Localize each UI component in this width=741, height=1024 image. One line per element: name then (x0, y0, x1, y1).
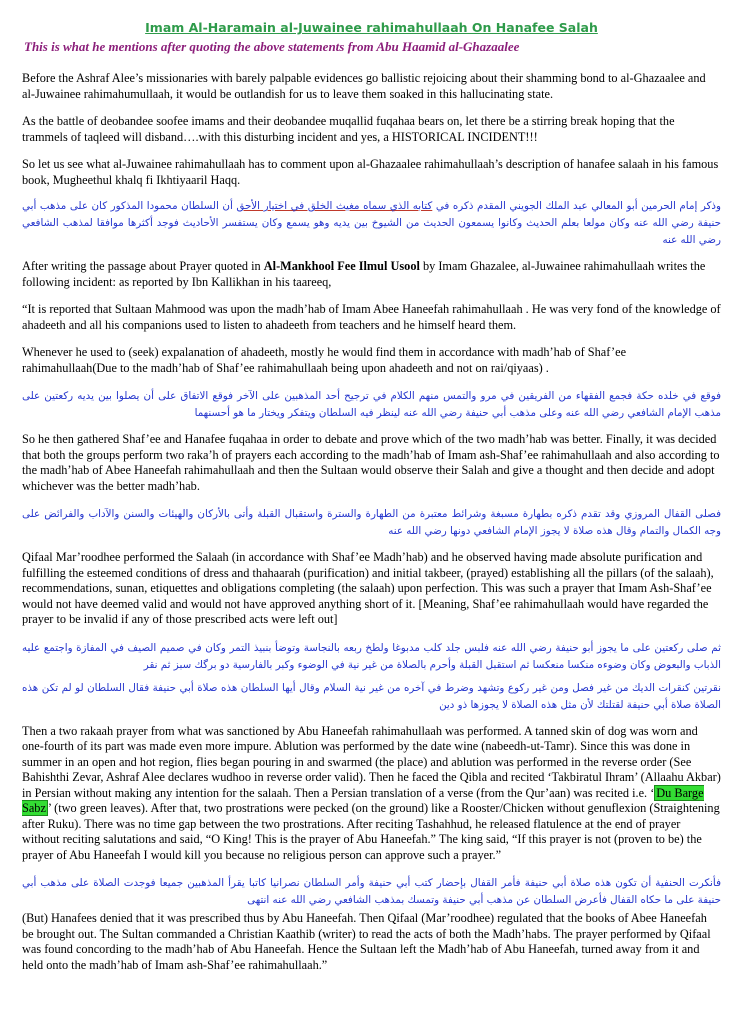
paragraph-sultaan: “It is reported that Sultaan Mahmood was upon the madh’hab of Imam Abee Haneefah rahimahullaah . He was very fond of the knowledge of ahadeeth and all his companions used to listen to ahadeeth from teachers and he himself heard them. (22, 302, 721, 332)
arabic-quote-1 (22, 198, 721, 249)
arabic-text: أن السلطان محمودا المذكور كان على مذهب أبي حنيفة رضي الله عنه وكان مولعا بعلم الحديث وكانوا يسمعون الحديث من الشيوخ بين يديه وهو يسمع وكان يستفسر الأحاديث فوجد أكثرها موافقا لمذهب الشافعي رضي الله عنه (22, 200, 721, 246)
text-span: Then a two rakaah prayer from what was sanctioned by Abu Haneefah rahimahullaah was performed. A tanned skin of dog was worn and one-fourth of its part was made even more impure. Ablution was performed by the date wine (nabeedh-ut-Tamr). Since this was done in summer in an open and hot region, flies began pouring in and swarmed (the place) and ablution was performed in the reverse order (See Bahishthi Zevar, Ashraf Alee declares wudhoo in reverse order valid). Then he faced the Qibla and recited ‘Takbiratul Ihram’ (Allaahu Akbar) in Persian without making any intention for the salaah. Then a Persian translation of a verse (from the Qur’aan) was recited i.e. ‘ (22, 723, 721, 800)
text-span: After writing the passage about Prayer quoted in (22, 259, 264, 273)
paragraph-battle: As the battle of deobandee soofee imams and their deobandee muqallid fuqahaa bears on, let there be a stirring break hoping that the trammels of taqleed will disband….with this disturbing incident and yes, a HISTORICAL INCIDENT!!! (22, 114, 675, 144)
paragraph-intro: Before the Ashraf Alee’s missionaries with barely palpable evidences go ballistic rejoicing about their shamming bond to al-Ghazaalee and al-Juwainee rahimahumullaah, it would be outlandish for us to leave them soaked in this hallucinating state. (22, 71, 706, 101)
paragraph-qifaal: Qifaal Mar’roodhee performed the Salaah (in accordance with Shaf’ee Madh’hab) and he observed having made absolute purification and fulfilling the esteemed conditions of dress and thahaarah (purification) and initial takbeer, (prayed) establishing all the pillars (of the salaah), recommendations, sunan, etiquettes and obligations completing (the salaah) upon perfection. This was such a prayer that Imam Ash-Shaf’ee would not have deemed valid and would not have approved anything short of it. [Meaning, Shaf’ee rahimahullaah would have regarded the prayer to be invalid if any of those prescribed acts were left out] (22, 550, 714, 626)
page-title: Imam Al-Haramain al-Juwainee rahimahullaah On Hanafee Salah (145, 20, 598, 35)
highlighted-phrase: Du Barge Sabz (22, 785, 704, 815)
paragraph-comment: So let us see what al-Juwainee rahimahullaah has to comment upon al-Ghazaalee rahimahullaah’s description of hanafee salaah in his famous book, Mugheethul khalq fi Ikhtiyaaril Haqq. (22, 157, 719, 187)
arabic-quote-6: فأنكرت الحنفية أن تكون هذه صلاة أبي حنيفة فأمر القفال بإحضار كتب أبي حنيفة وأمر السلطان نصرانيا كاتبا يقرأ المذهبين جميعا فوجدت الصلاة على مذهب أبي حنيفة على ما حكاه القفال فأعرض السلطان عن مذهب أبي حنيفة وتمسك بمذهب الشافعي رضي الله عنه انتهى (22, 877, 721, 906)
arabic-quote-3: فصلى القفال المروزي وقد تقدم ذكره بطهارة مسبغة وشرائط معتبرة من الطهارة والسترة واستقبال القبلة وأتى بالأركان والهيئات والسنن والآداب والفرائض على وجه الكمال والتمام وقال هذه صلاة لا يجوز الإمام الشافعي دونها رضي الله عنه (22, 508, 721, 537)
paragraph-gathered: So he then gathered Shaf’ee and Hanafee fuqahaa in order to debate and prove which of the two madh’hab was better. Finally, it was decided that both the groups perform two raka’h of prayers each according to the madh’hab of Imam ash-Shaf’ee rahimahullaah and also according to the madh’hab of Abee Haneefah rahimahullaah and then the Sultaan would observe their Salah and give a thought and then decide and adopt whichever was the better madh’hab. (22, 432, 720, 493)
book-title: Al-Mankhool Fee Ilmul Usool (263, 259, 420, 273)
arabic-quote-4: ثم صلى ركعتين على ما يجوز أبو حنيفة رضي الله عنه فلبس جلد كلب مدبوغا ولطخ ربعه بالنجاسة وتوضأ بنبيذ التمر وكان في صميم الصيف في المفازة واجتمع عليه الذباب والبعوض وكان وضوءه منكسا منعكسا ثم استقبل القبلة وأحرم بالصلاة من غير نية في الوضوء وكبر بالفارسية دو برگك سبز ثم نقر (22, 641, 721, 671)
paragraph-two-rakaah (22, 724, 721, 864)
paragraph-ahadeeth: Whenever he used to (seek) expalanation of ahadeeth, mostly he would find them in accordance with madh’hab of Shaf’ee rahimahullaah(Due to the madh’hab of Shaf’ee rahimahullaah being upon ahadeeth and not on rai/qiyaas) . (22, 345, 627, 375)
arabic-quote-5: نقرتين كنقرات الديك من غير فصل ومن غير ركوع وتشهد وضرط في آخره من غير نية السلام وقال أيها السلطان هذه صلاة أبي حنيفة فقال السلطان لو لم تكن هذه الصلاة صلاة أبي حنيفة لقتلتك لأن مثل هذه الصلاة لا يجوزها ذو دين (22, 681, 721, 711)
arabic-quote-2: فوقع في خلده حكة فجمع الفقهاء من الفريقين في مرو والتمس منهم الكلام في ترجيح أحد المذهبين على الآخر فوقع الاتفاق على أن يصلوا بين يديه ركعتين على مذهب الإمام الشافعي رضي الله عنه وعلى مذهب أبي حنيفة رضي الله عنه لينظر فيه السلطان ويتفكر ويختار ما هو أحسنهما (22, 390, 721, 419)
arabic-text: وذكر إمام الحرمين أبو المعالي عبد الملك الجويني المقدم ذكره في (432, 200, 721, 212)
paragraph-hanafees-denied: (But) Hanafees denied that it was prescribed thus by Abu Haneefah. Then Qifaal (Mar’roodhee) regulated that the books of Abee Haneefah be brought out. The Sultan commanded a Christian Kaathib (writer) to read the acts of both the Madh’habs. The prayer performed by Qifaal was found concording to the madh’hab of Abu Haneefah. Hence the Sultaan left the Madh’hab of Abu Haneefah, turned away from it and held onto the madh’hab of Imam ash-Shaf’ee rahimahullaah.” (22, 911, 711, 972)
arabic-book-title: كتابه الذي سماه مغيث الخلق في اختيار الأحق (236, 200, 433, 212)
text-span: ’ (two green leaves). After that, two prostrations were pecked (on the ground) like a Rooster/Chicken without genuflexion (Straightening after Ruku). There was no time gap between the two prostrations. After reciting Tashahhud, he released flatulence at the end of prayer without reciting salutations and said, “O King! This is the prayer of Abu Haneefah.” The king said, “If this prayer is not (proven to be) the prayer of Abu Haneefah I would kill you because no religious person can approve such a prayer.” (22, 801, 720, 862)
page-subtitle: This is what he mentions after quoting the above statements from Abu Haamid al-Ghazaalee (24, 39, 520, 54)
paragraph-mankhool (22, 259, 721, 290)
text-span: by Imam Ghazalee, al-Juwainee rahimahullaah writes the following incident: as reported by Ibn Kallikhan in his taareeq, (22, 259, 706, 289)
